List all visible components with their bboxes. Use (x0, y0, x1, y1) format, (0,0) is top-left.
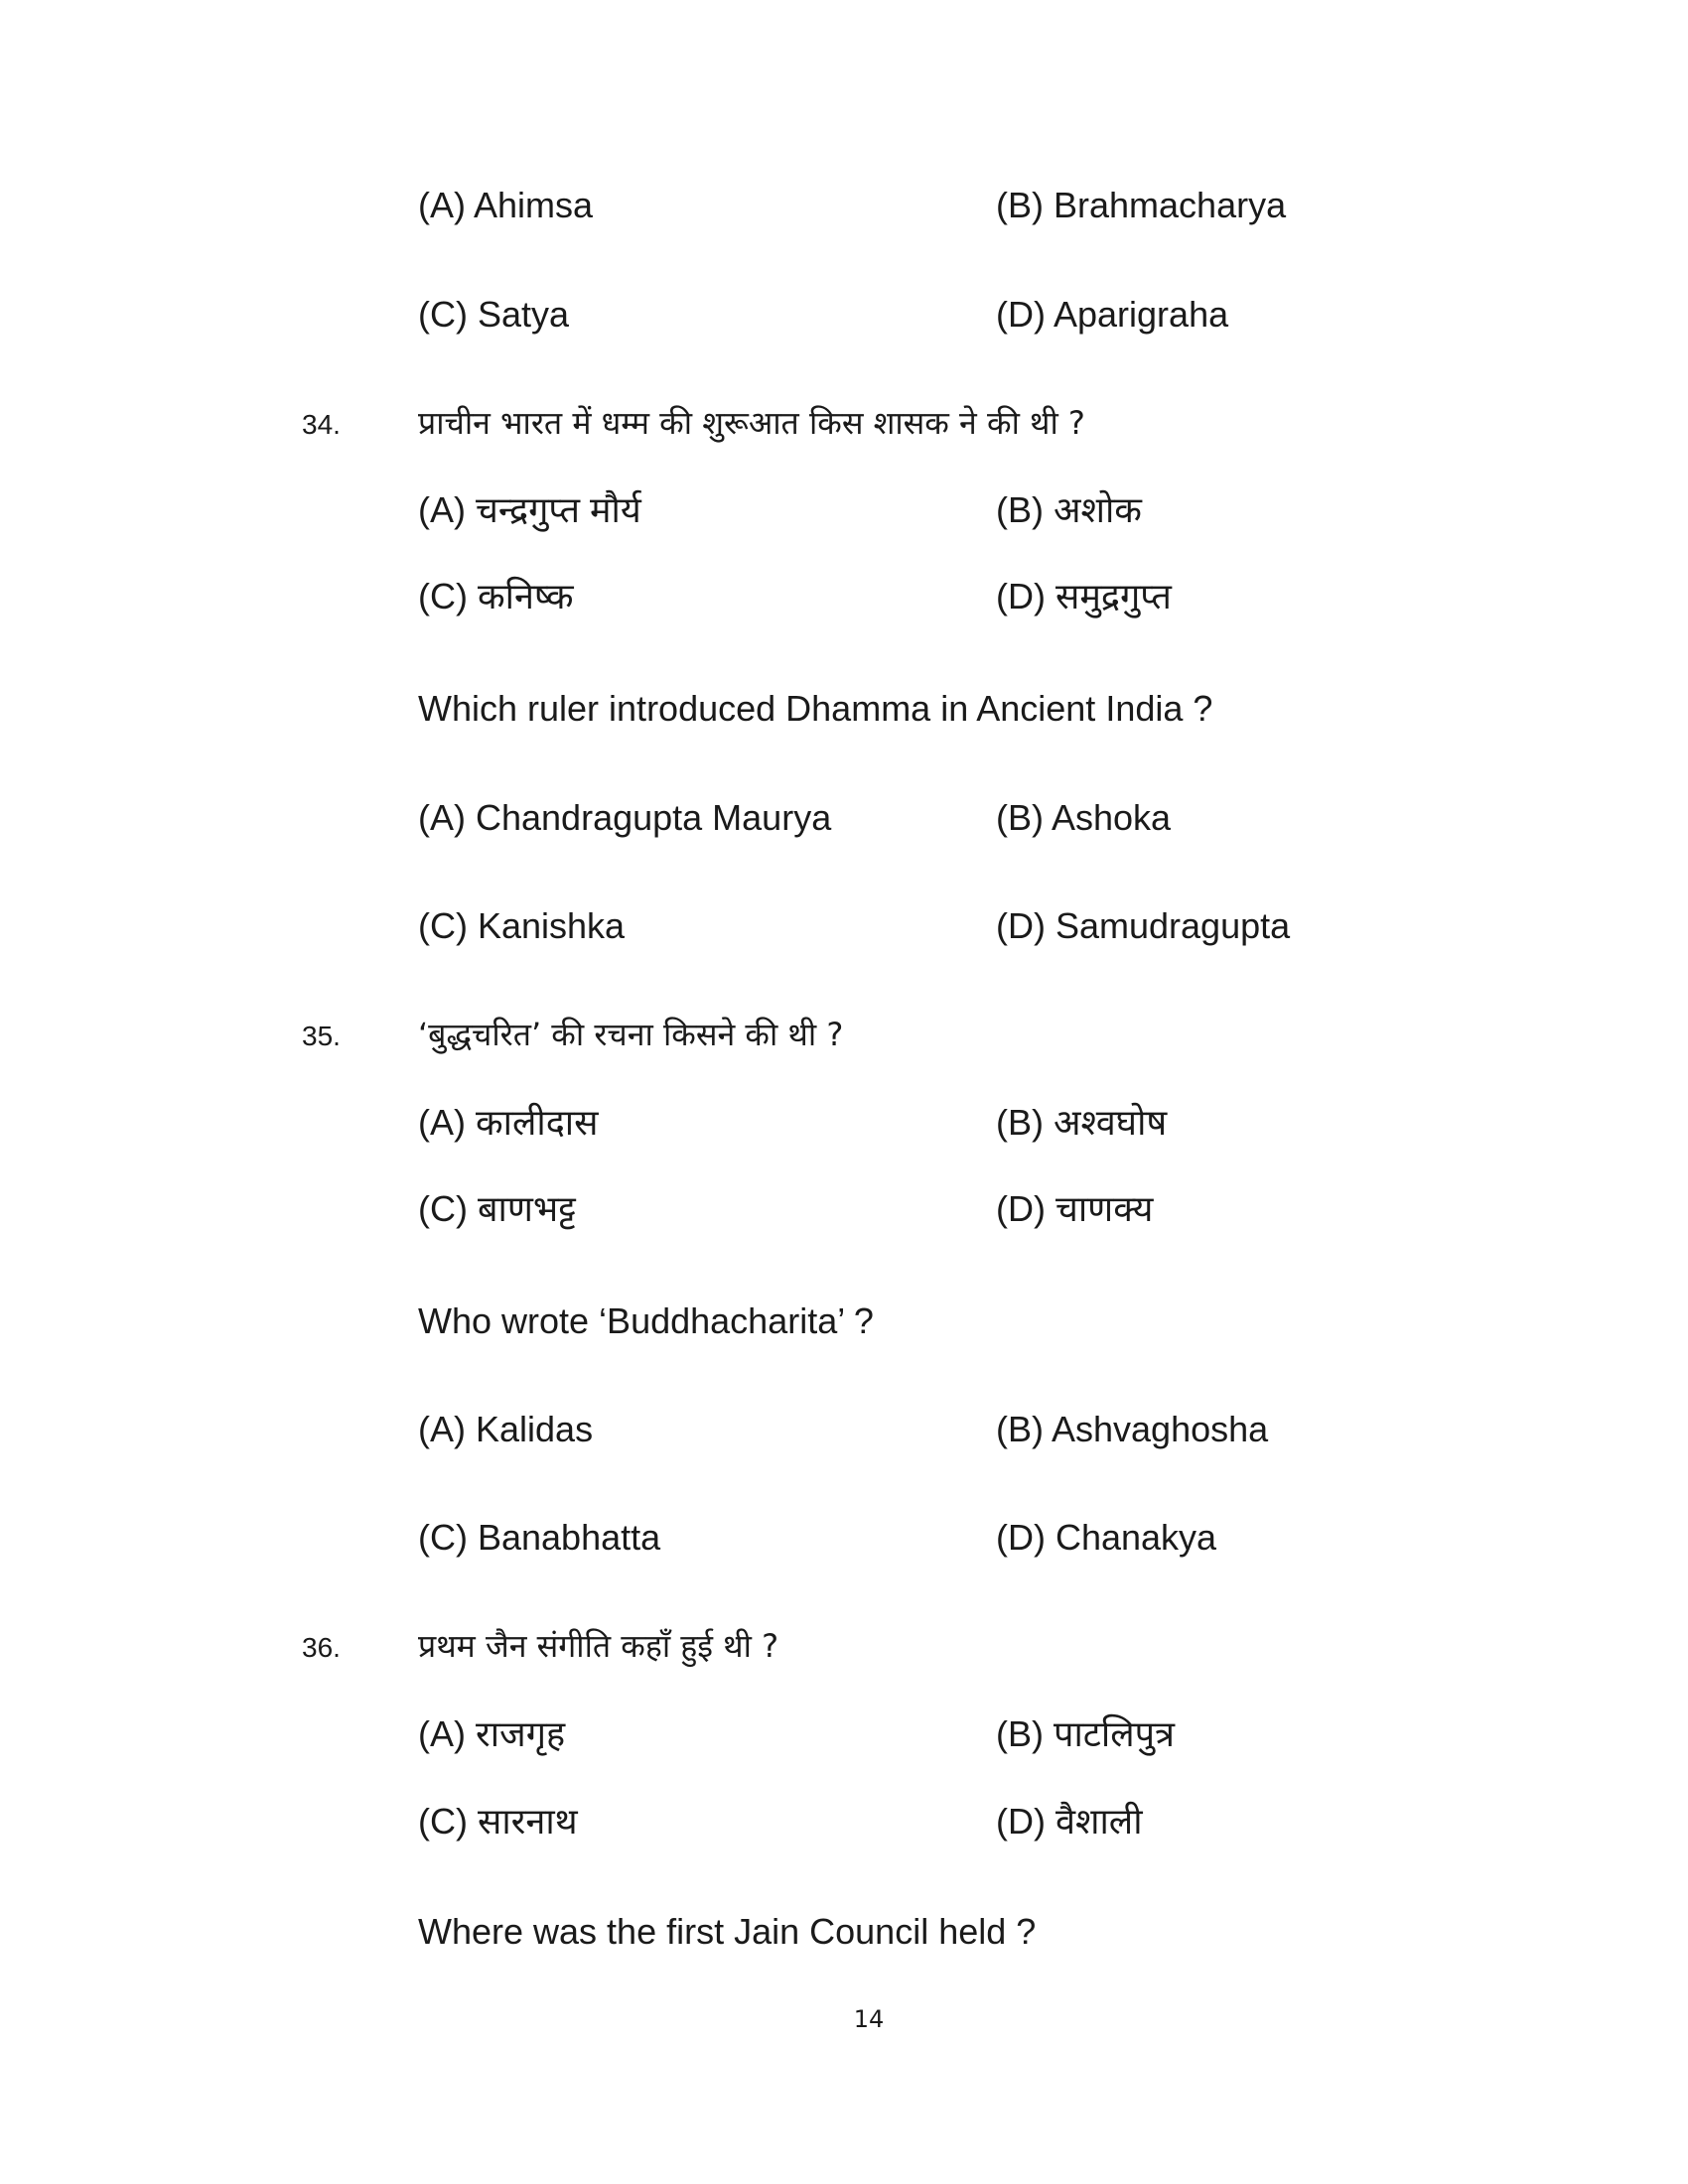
option-c: (C) Banabhatta (418, 1517, 661, 1558)
option-a: (A) Kalidas (418, 1409, 594, 1449)
option-d: (D) Aparigraha (996, 294, 1229, 335)
option-c: (C) कनिष्क (418, 576, 574, 616)
question-english: Where was the first Jain Council held ? (418, 1911, 1037, 1952)
option-d: (D) चाणक्य (996, 1188, 1154, 1229)
question-number: 36. (302, 1632, 341, 1663)
question-hindi: प्राचीन भारत में धम्म की शुरूआत किस शासक ने की थी ? (418, 404, 1085, 442)
option-a: (A) Chandragupta Maurya (418, 797, 832, 838)
option-b: (B) Brahmacharya (996, 185, 1287, 225)
option-a: (A) चन्द्रगुप्त मौर्य (418, 489, 641, 530)
option-b: (B) अश्वघोष (996, 1102, 1168, 1143)
option-d: (D) समुद्रगुप्त (996, 576, 1172, 616)
option-a: (A) कालीदास (418, 1102, 599, 1143)
option-b: (B) पाटलिपुत्र (996, 1713, 1175, 1754)
option-d: (D) वैशाली (996, 1801, 1143, 1842)
option-c: (C) Satya (418, 294, 570, 335)
option-d: (D) Chanakya (996, 1517, 1217, 1558)
option-b: (B) अशोक (996, 489, 1142, 530)
question-number: 34. (302, 409, 341, 440)
question-english: Who wrote ‘Buddhacharita’ ? (418, 1300, 874, 1341)
question-english: Which ruler introduced Dhamma in Ancient India ? (418, 688, 1213, 729)
option-c: (C) बाणभट्ट (418, 1188, 576, 1229)
option-d: (D) Samudragupta (996, 905, 1291, 946)
option-a: (A) राजगृह (418, 1713, 566, 1754)
option-b: (B) Ashvaghosha (996, 1409, 1269, 1449)
option-c: (C) सारनाथ (418, 1801, 578, 1842)
question-hindi: प्रथम जैन संगीति कहाँ हुई थी ? (418, 1627, 779, 1665)
question-number: 35. (302, 1021, 341, 1051)
page-number: 14 (853, 2005, 885, 2033)
option-c: (C) Kanishka (418, 905, 626, 946)
question-hindi: ‘बुद्धचरित’ की रचना किसने की थी ? (418, 1016, 844, 1053)
option-a: (A) Ahimsa (418, 185, 594, 225)
option-b: (B) Ashoka (996, 797, 1172, 838)
